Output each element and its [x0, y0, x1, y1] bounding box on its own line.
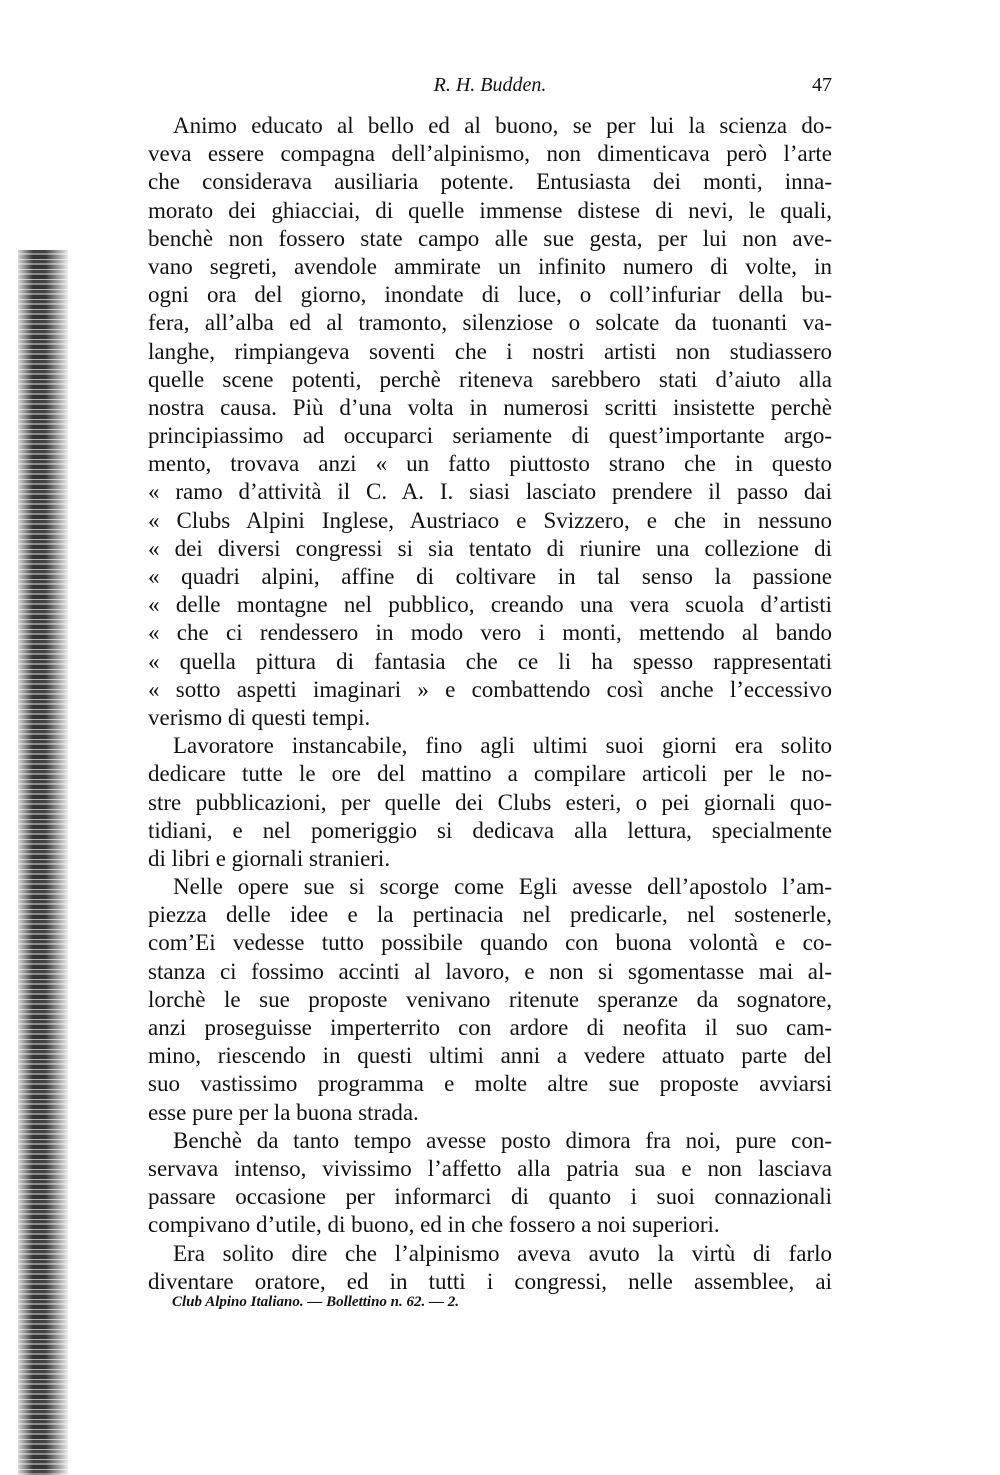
text-line: servava intenso, vivissimo l’affetto alla patria sua e non lasciava	[148, 1155, 832, 1181]
text-line: compivano d’utile, di buono, ed in che fossero a noi superiori.	[148, 1212, 720, 1238]
text-line: di libri e giornali stranieri.	[148, 845, 391, 871]
text-line: passare occasione per informarci di quanto i suoi connazionali	[148, 1184, 832, 1210]
text-line: esse pure per la buona strada.	[148, 1099, 419, 1125]
text-line: stanza ci fossimo accinti al lavoro, e non si sgomentasse mai al-	[148, 958, 832, 984]
page-number: 47	[812, 74, 832, 96]
text-line: quelle scene potenti, perchè riteneva sarebbero stati d’aiuto alla	[148, 366, 832, 392]
text-line: piezza delle idee e la pertinacia nel predicarle, nel sostenerle,	[148, 902, 832, 928]
text-line: « quella pittura di fantasia che ce li ha spesso rappresentati	[148, 648, 832, 674]
text-line: Nelle opere sue si scorge come Egli avesse dell’apostolo l’am-	[173, 874, 832, 900]
footer-signature: Club Alpino Italiano. — Bollettino n. 62. — 2.	[172, 1294, 460, 1310]
text-line: verismo di questi tempi.	[148, 704, 371, 730]
text-line: veva essere compagna dell’alpinismo, non dimenticava però l’arte	[148, 141, 832, 167]
body-text	[148, 112, 832, 1296]
text-line: vano segreti, avendole ammirate un infinito numero di volte, in	[148, 253, 832, 279]
text-line: morato dei ghiacciai, di quelle immense distese di nevi, le quali,	[148, 197, 832, 223]
text-line: Era solito dire che l’alpinismo aveva avuto la virtù di farlo	[173, 1240, 832, 1266]
paragraph	[148, 112, 832, 732]
running-title: R. H. Budden.	[433, 74, 547, 96]
text-line: fera, all’alba ed al tramonto, silenziose o solcate da tuonanti va-	[148, 310, 832, 336]
text-line: Lavoratore instancabile, fino agli ultimi suoi giorni era solito	[173, 733, 832, 759]
text-line: « ramo d’attività il C. A. I. siasi lasciato prendere il passo dai	[148, 479, 832, 505]
text-line: diventare oratore, ed in tutti i congressi, nelle assemblee, ai	[148, 1268, 832, 1294]
text-line: lorchè le sue proposte venivano ritenute speranze da sognatore,	[148, 986, 832, 1012]
text-line: tidiani, e nel pomeriggio si dedicava alla lettura, specialmente	[148, 817, 832, 843]
text-line: anzi proseguisse imperterrito con ardore di neofita il suo cam-	[148, 1015, 832, 1040]
paragraph	[148, 873, 832, 1127]
text-line: com’Ei vedesse tutto possibile quando con buona volontà e co-	[148, 930, 832, 956]
text-line: Animo educato al bello ed al buono, se per lui la scienza do-	[173, 113, 832, 138]
text-line: stre pubblicazioni, per quelle dei Clubs esteri, o pei giornali quo-	[148, 789, 832, 815]
text-line: « che ci rendessero in modo vero i monti, mettendo al bando	[148, 620, 832, 646]
text-line: che considerava ausiliaria potente. Entusiasta dei monti, inna-	[148, 169, 832, 195]
scan-binding-shadow	[18, 250, 68, 1475]
text-line: mento, trovava anzi « un fatto piuttosto strano che in questo	[148, 451, 832, 477]
text-line: ogni ora del giorno, inondate di luce, o coll’infuriar della bu-	[148, 282, 832, 308]
text-line: « delle montagne nel pubblico, creando una vera scuola d’artisti	[148, 592, 832, 618]
paragraph	[148, 732, 832, 873]
text-line: dedicare tutte le ore del mattino a compilare articoli per le no-	[148, 761, 832, 787]
text-line: « sotto aspetti imaginari » e combattendo così anche l’eccessivo	[148, 676, 832, 702]
text-line: « dei diversi congressi si sia tentato di riunire una collezione di	[148, 535, 832, 561]
text-line: benchè non fossero state campo alle sue gesta, per lui non ave-	[148, 225, 832, 251]
text-line: nostra causa. Più d’una volta in numerosi scritti insistette perchè	[148, 394, 832, 420]
paragraph	[148, 1240, 832, 1296]
text-line: « Clubs Alpini Inglese, Austriaco e Svizzero, e che in nessuno	[148, 507, 832, 533]
text-line: suo vastissimo programma e molte altre sue proposte avviarsi	[148, 1071, 832, 1097]
text-line: Benchè da tanto tempo avesse posto dimora fra noi, pure con-	[173, 1127, 832, 1153]
text-line: mino, riescendo in questi ultimi anni a vedere attuato parte del	[148, 1043, 832, 1069]
text-line: « quadri alpini, affine di coltivare in tal senso la passione	[148, 564, 832, 589]
paragraph	[148, 1127, 832, 1240]
text-line: langhe, rimpiangeva soventi che i nostri artisti non studiassero	[148, 338, 832, 364]
text-line: principiassimo ad occuparci seriamente di quest’importante argo-	[148, 423, 832, 449]
page-header	[148, 74, 832, 102]
